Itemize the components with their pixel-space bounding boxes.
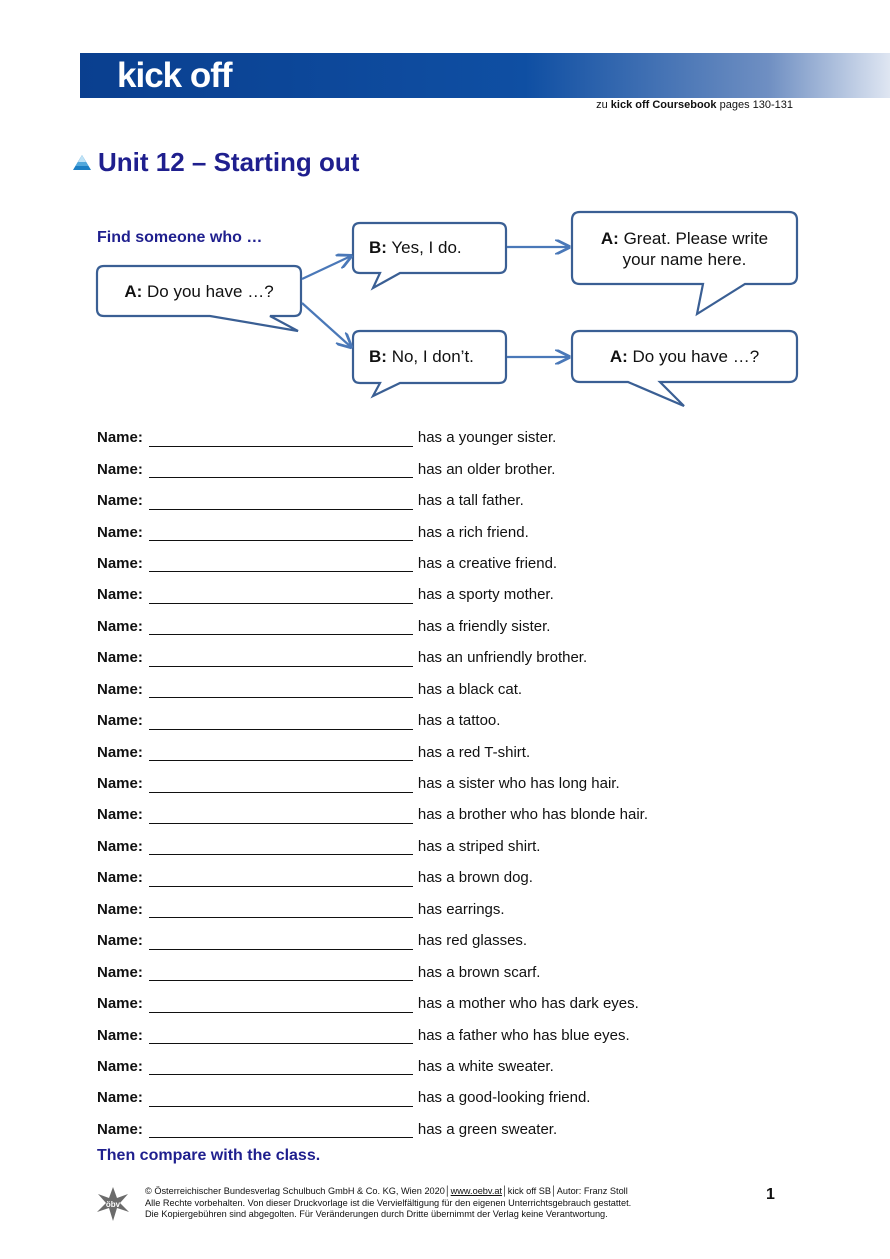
name-row bbox=[97, 422, 648, 453]
name-label: Name: bbox=[97, 837, 143, 855]
name-blank-line[interactable] bbox=[149, 1120, 413, 1138]
name-label: Name: bbox=[97, 806, 143, 824]
name-label: Name: bbox=[97, 932, 143, 950]
name-blank-line[interactable] bbox=[149, 680, 413, 698]
name-label: Name: bbox=[97, 995, 143, 1013]
name-blank-line[interactable] bbox=[149, 806, 413, 824]
name-blank-line[interactable] bbox=[149, 900, 413, 918]
item-text: has a mother who has dark eyes. bbox=[417, 995, 639, 1013]
bubble-a-ask2 bbox=[572, 331, 797, 406]
name-blank-line[interactable] bbox=[149, 775, 413, 793]
name-label: Name: bbox=[97, 429, 143, 447]
name-row bbox=[97, 642, 648, 673]
name-blank-line[interactable] bbox=[149, 1089, 413, 1107]
name-row bbox=[97, 736, 648, 767]
name-label: Name: bbox=[97, 523, 143, 541]
name-label: Name: bbox=[97, 900, 143, 918]
name-row bbox=[97, 485, 648, 516]
name-blank-line[interactable] bbox=[149, 617, 413, 635]
name-row bbox=[97, 611, 648, 642]
name-label: Name: bbox=[97, 617, 143, 635]
item-text: has a creative friend. bbox=[417, 554, 558, 572]
item-text: has a father who has blue eyes. bbox=[417, 1026, 630, 1044]
name-row bbox=[97, 831, 648, 862]
name-blank-line[interactable] bbox=[149, 1026, 413, 1044]
svg-text:öbv: öbv bbox=[105, 1200, 121, 1209]
arrow-to-yes bbox=[302, 256, 351, 279]
item-text: has a rich friend. bbox=[417, 523, 529, 541]
name-row bbox=[97, 1051, 648, 1082]
name-row bbox=[97, 1082, 648, 1113]
name-blank-line[interactable] bbox=[149, 1057, 413, 1075]
name-label: Name: bbox=[97, 869, 143, 887]
name-row bbox=[97, 1114, 648, 1145]
name-label: Name: bbox=[97, 1120, 143, 1138]
name-row bbox=[97, 705, 648, 736]
name-label: Name: bbox=[97, 554, 143, 572]
page-number: 1 bbox=[766, 1186, 775, 1203]
name-blank-line[interactable] bbox=[149, 523, 413, 541]
copyright-footer: © Österreichischer Bundesverlag Schulbuch GmbH & Co. KG, Wien 2020│www.oebv.at│kick off SB│Autor: Franz Stoll Alle Rechte vorbehalten. Von dieser Druckvorlage ist die Vervielfältigung für den eigenen Unterrichtsgebrauch gestattet. Die Kopiergebühren sind abgegolten. Für Veränderungen durch Dritte übernimmt der Verlag keine Verantwortung. bbox=[145, 1186, 632, 1219]
bubble-b-no-text: B: No, I don’t. bbox=[369, 347, 474, 366]
name-label: Name: bbox=[97, 492, 143, 510]
name-row bbox=[97, 548, 648, 579]
item-text: has a sporty mother. bbox=[417, 586, 554, 604]
name-row bbox=[97, 1019, 648, 1050]
name-blank-line[interactable] bbox=[149, 869, 413, 887]
item-text: has a sister who has long hair. bbox=[417, 775, 620, 793]
bubble-a-ask2-text: A: Do you have …? bbox=[609, 347, 760, 366]
name-label: Name: bbox=[97, 963, 143, 981]
name-blank-line[interactable] bbox=[149, 460, 413, 478]
item-text: has a friendly sister. bbox=[417, 617, 551, 635]
name-row bbox=[97, 768, 648, 799]
bubble-a-great-text: A: Great. Please write your name here. bbox=[600, 229, 769, 269]
name-row bbox=[97, 894, 648, 925]
name-row bbox=[97, 862, 648, 893]
item-text: has a white sweater. bbox=[417, 1057, 554, 1075]
name-label: Name: bbox=[97, 586, 143, 604]
name-row bbox=[97, 925, 648, 956]
item-text: has a brother who has blonde hair. bbox=[417, 806, 649, 824]
kick-off-logo: kick off bbox=[117, 56, 232, 95]
oebv-logo bbox=[96, 1186, 130, 1222]
item-text: has a brown scarf. bbox=[417, 963, 541, 981]
coursebook-reference: zu kick off Coursebook pages 130-131 bbox=[596, 99, 793, 111]
bubble-a-ask-text: A: Do you have …? bbox=[124, 282, 274, 301]
item-text: has a striped shirt. bbox=[417, 837, 541, 855]
name-row bbox=[97, 674, 648, 705]
name-blank-line[interactable] bbox=[149, 429, 413, 447]
publisher-link[interactable]: www.oebv.at bbox=[450, 1186, 503, 1196]
name-label: Name: bbox=[97, 743, 143, 761]
name-label: Name: bbox=[97, 1089, 143, 1107]
instruction: Find someone who … bbox=[97, 229, 263, 246]
name-label: Name: bbox=[97, 1026, 143, 1044]
item-text: has a brown dog. bbox=[417, 869, 533, 887]
name-row bbox=[97, 579, 648, 610]
name-label: Name: bbox=[97, 649, 143, 667]
name-row bbox=[97, 799, 648, 830]
name-blank-line[interactable] bbox=[149, 932, 413, 950]
name-row bbox=[97, 453, 648, 484]
name-label: Name: bbox=[97, 712, 143, 730]
name-label: Name: bbox=[97, 775, 143, 793]
name-label: Name: bbox=[97, 460, 143, 478]
name-blank-line[interactable] bbox=[149, 649, 413, 667]
closing-instruction: Then compare with the class. bbox=[97, 1147, 321, 1164]
item-text: has a green sweater. bbox=[417, 1120, 558, 1138]
item-text: has an unfriendly brother. bbox=[417, 649, 588, 667]
item-text: has a tall father. bbox=[417, 492, 524, 510]
item-text: has a younger sister. bbox=[417, 429, 557, 447]
item-text: has an older brother. bbox=[417, 460, 556, 478]
name-row bbox=[97, 956, 648, 987]
page-title: Unit 12 – Starting out bbox=[98, 147, 360, 177]
arrow-to-no bbox=[302, 303, 351, 347]
item-text: has a black cat. bbox=[417, 680, 523, 698]
item-text: has a tattoo. bbox=[417, 712, 501, 730]
name-row bbox=[97, 516, 648, 547]
name-blank-line[interactable] bbox=[149, 586, 413, 604]
name-blank-line[interactable] bbox=[149, 492, 413, 510]
name-blank-line[interactable] bbox=[149, 963, 413, 981]
item-text: has a red T-shirt. bbox=[417, 743, 531, 761]
name-row bbox=[97, 988, 648, 1019]
name-blank-line[interactable] bbox=[149, 554, 413, 572]
name-list bbox=[97, 422, 648, 1145]
item-text: has earrings. bbox=[417, 900, 505, 918]
item-text: has red glasses. bbox=[417, 932, 528, 950]
name-blank-line[interactable] bbox=[149, 743, 413, 761]
name-label: Name: bbox=[97, 680, 143, 698]
name-blank-line[interactable] bbox=[149, 712, 413, 730]
bubble-b-yes-text: B: Yes, I do. bbox=[369, 238, 462, 257]
name-blank-line[interactable] bbox=[149, 837, 413, 855]
item-text: has a good-looking friend. bbox=[417, 1089, 591, 1107]
name-blank-line[interactable] bbox=[149, 995, 413, 1013]
name-label: Name: bbox=[97, 1057, 143, 1075]
